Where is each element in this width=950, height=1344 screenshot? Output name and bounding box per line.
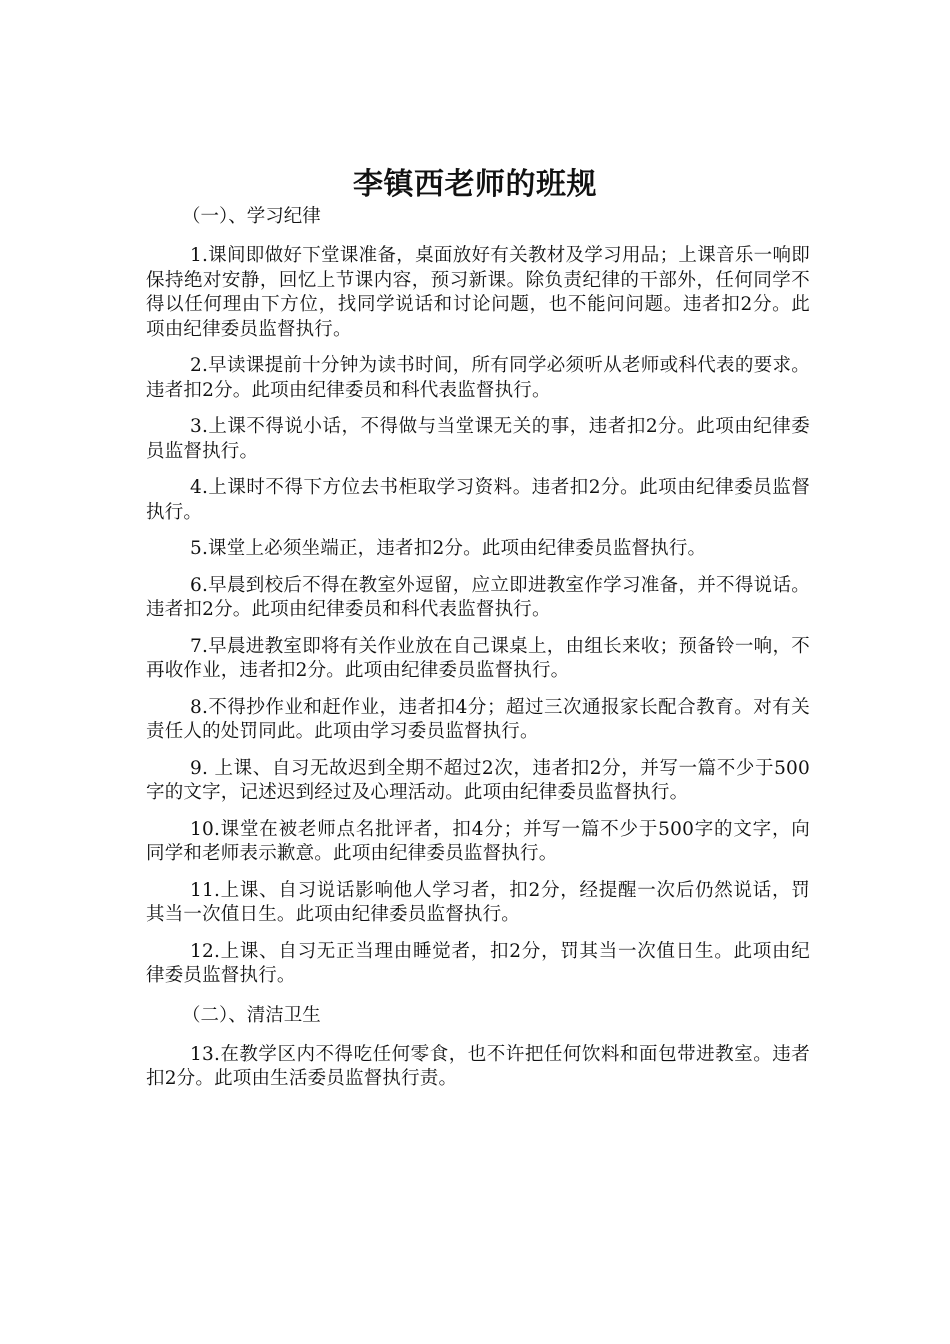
document-body: [146, 202, 810, 1092]
rule-item: 8.不得抄作业和赶作业，违者扣4分；超过三次通报家长配合教育。对有关责任人的处罚同此。此项由学习委员监督执行。: [146, 696, 810, 742]
rule-item: 5.课堂上必须坐端正，违者扣2分。此项由纪律委员监督执行。: [190, 538, 707, 559]
rule-item: 10.课堂在被老师点名批评者，扣4分；并写一篇不少于500字的文字，向同学和老师表示歉意。此项由纪律委员监督执行。: [146, 818, 810, 864]
section-study-discipline: [146, 202, 810, 989]
rule-item: 13.在教学区内不得吃任何零食，也不许把任何饮料和面包带进教室。违者扣2分。此项由生活委员监督执行责。: [146, 1043, 810, 1089]
rule-item: 2.早读课提前十分钟为读书时间，所有同学必须听从老师或科代表的要求。违者扣2分。此项由纪律委员和科代表监督执行。: [146, 355, 810, 401]
rule-item: 4.上课时不得下方位去书柜取学习资料。违者扣2分。此项由纪律委员监督执行。: [146, 477, 810, 523]
section-cleanliness: [146, 1001, 810, 1092]
rule-item: 3.上课不得说小话，不得做与当堂课无关的事，违者扣2分。此项由纪律委员监督执行。: [146, 416, 810, 462]
rule-item: 12.上课、自习无正当理由睡觉者，扣2分，罚其当一次值日生。此项由纪律委员监督执行。: [146, 940, 810, 986]
rule-item: 11.上课、自习说话影响他人学习者，扣2分，经提醒一次后仍然说话，罚其当一次值日生。此项由纪律委员监督执行。: [146, 879, 810, 925]
rule-item: 6.早晨到校后不得在教室外逗留，应立即进教室作学习准备，并不得说话。违者扣2分。此项由纪律委员和科代表监督执行。: [146, 574, 810, 620]
rule-item: 1.课间即做好下堂课准备，桌面放好有关教材及学习用品；上课音乐一响即保持绝对安静，回忆上节课内容，预习新课。除负责纪律的干部外，任何同学不得以任何理由下方位，找同学说话和讨论问题，也不能问问题。违者扣2分。此项由纪律委员监督执行。: [146, 245, 810, 340]
rule-item: 7.早晨进教室即将有关作业放在自己课桌上，由组长来收；预备铃一响，不再收作业，违者扣2分。此项由纪律委员监督执行。: [146, 635, 810, 681]
page-title: 李镇西老师的班规: [353, 167, 597, 203]
section-heading: （一）、学习纪律: [182, 206, 321, 227]
section-heading: （二）、清洁卫生: [182, 1004, 321, 1026]
rule-item: 9. 上课、自习无故迟到全期不超过2次，违者扣2分，并写一篇不少于500字的文字，记述迟到经过及心理活动。此项由纪律委员监督执行。: [146, 757, 810, 803]
